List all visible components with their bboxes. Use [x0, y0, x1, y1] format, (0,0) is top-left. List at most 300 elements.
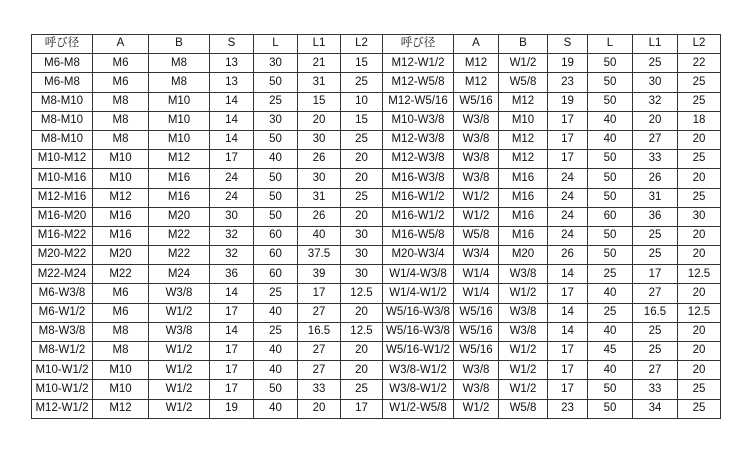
- table-cell: W5/16: [454, 92, 499, 111]
- table-cell: W1/2: [499, 342, 548, 361]
- table-cell: 17: [548, 380, 588, 399]
- table-cell: M8-M10: [32, 92, 93, 111]
- table-cell: M10-W1/2: [32, 361, 93, 380]
- table-cell: 30: [210, 207, 254, 226]
- table-cell: W1/2: [149, 342, 210, 361]
- table-cell: W3/8: [454, 130, 499, 149]
- table-cell: 25: [633, 226, 678, 245]
- table-cell: M16: [93, 207, 149, 226]
- table-cell: 16.5: [298, 322, 341, 341]
- table-cell: 22: [678, 54, 721, 73]
- table-cell: 39: [298, 265, 341, 284]
- table-cell: W3/8: [454, 150, 499, 169]
- table-cell: 25: [633, 54, 678, 73]
- table-cell: 30: [678, 207, 721, 226]
- table-cell: M6: [93, 284, 149, 303]
- table-cell: W1/4-W1/2: [383, 284, 454, 303]
- table-row: [32, 54, 721, 73]
- table-cell: 20: [341, 361, 383, 380]
- table-cell: 25: [588, 303, 633, 322]
- table-cell: W1/4: [454, 284, 499, 303]
- table-cell: M10: [499, 111, 548, 130]
- table-cell: W3/8: [499, 265, 548, 284]
- table-cell: M16: [149, 169, 210, 188]
- table-cell: M24: [149, 265, 210, 284]
- table-cell: 17: [210, 150, 254, 169]
- table-cell: 25: [341, 380, 383, 399]
- table-cell: M8-W3/8: [32, 322, 93, 341]
- table-cell: 40: [588, 130, 633, 149]
- table-cell: 27: [298, 342, 341, 361]
- table-cell: 50: [588, 169, 633, 188]
- table-cell: M12-W3/8: [383, 150, 454, 169]
- table-row: [32, 130, 721, 149]
- table-cell: 17: [210, 361, 254, 380]
- table-cell: 50: [254, 380, 298, 399]
- table-row: [32, 207, 721, 226]
- table-cell: 20: [678, 322, 721, 341]
- table-cell: 17: [633, 265, 678, 284]
- table-row: [32, 361, 721, 380]
- table-cell: M20: [93, 246, 149, 265]
- table-cell: M12: [454, 73, 499, 92]
- table-cell: 40: [588, 284, 633, 303]
- table-cell: W1/2: [499, 361, 548, 380]
- table-cell: M16: [499, 188, 548, 207]
- table-cell: 50: [588, 73, 633, 92]
- table-cell: M12: [499, 92, 548, 111]
- table-cell: M6: [93, 73, 149, 92]
- column-header: B: [499, 35, 548, 54]
- table-cell: 26: [298, 207, 341, 226]
- table-cell: M16-W1/2: [383, 207, 454, 226]
- table-cell: 36: [210, 265, 254, 284]
- table-cell: M12-W5/8: [383, 73, 454, 92]
- table-cell: W1/2: [149, 361, 210, 380]
- table-cell: 14: [548, 322, 588, 341]
- table-cell: W3/8: [149, 322, 210, 341]
- table-cell: 30: [254, 54, 298, 73]
- table-cell: 24: [548, 207, 588, 226]
- table-cell: 31: [298, 73, 341, 92]
- table-row: [32, 150, 721, 169]
- column-header: A: [93, 35, 149, 54]
- table-cell: 18: [678, 111, 721, 130]
- table-cell: 50: [254, 169, 298, 188]
- table-cell: M12: [499, 150, 548, 169]
- table-row: [32, 380, 721, 399]
- table-cell: 20: [341, 169, 383, 188]
- table-cell: 17: [298, 284, 341, 303]
- table-header-row: [32, 35, 721, 54]
- table-cell: 25: [633, 342, 678, 361]
- table-cell: 15: [298, 92, 341, 111]
- table-cell: W3/8: [454, 169, 499, 188]
- table-cell: 14: [210, 111, 254, 130]
- table-cell: M22: [149, 226, 210, 245]
- table-cell: 20: [678, 226, 721, 245]
- table-cell: 12.5: [678, 265, 721, 284]
- table-cell: M12: [93, 188, 149, 207]
- table-cell: 50: [588, 399, 633, 418]
- table-cell: 30: [298, 169, 341, 188]
- table-cell: W5/8: [499, 399, 548, 418]
- table-cell: 40: [254, 342, 298, 361]
- table-cell: 40: [254, 150, 298, 169]
- table-cell: 20: [298, 111, 341, 130]
- table-cell: 20: [678, 246, 721, 265]
- table-cell: M12-W3/8: [383, 130, 454, 149]
- table-cell: 25: [678, 188, 721, 207]
- table-cell: M16-W1/2: [383, 188, 454, 207]
- table-cell: W3/8: [149, 284, 210, 303]
- table-cell: 31: [633, 188, 678, 207]
- table-cell: 17: [548, 284, 588, 303]
- table-cell: M6: [93, 54, 149, 73]
- table-cell: 60: [254, 246, 298, 265]
- table-cell: M10: [93, 361, 149, 380]
- table-row: [32, 265, 721, 284]
- table-row: [32, 284, 721, 303]
- table-cell: 60: [588, 207, 633, 226]
- table-cell: W1/4: [454, 265, 499, 284]
- table-cell: 27: [633, 284, 678, 303]
- table-cell: 50: [588, 246, 633, 265]
- table-cell: W5/16-W3/8: [383, 322, 454, 341]
- table-cell: 12.5: [341, 322, 383, 341]
- table-row: [32, 169, 721, 188]
- table-cell: M10: [149, 130, 210, 149]
- table-cell: W1/2: [149, 380, 210, 399]
- table-cell: 50: [588, 226, 633, 245]
- table-cell: 14: [210, 284, 254, 303]
- table-cell: M20-W3/4: [383, 246, 454, 265]
- table-cell: M16-M22: [32, 226, 93, 245]
- table-cell: 27: [633, 361, 678, 380]
- table-cell: M10: [93, 169, 149, 188]
- table-cell: 34: [633, 399, 678, 418]
- table-cell: 13: [210, 54, 254, 73]
- table-cell: W5/8: [499, 73, 548, 92]
- table-row: [32, 73, 721, 92]
- table-cell: 25: [678, 92, 721, 111]
- table-row: [32, 303, 721, 322]
- table-cell: 15: [341, 54, 383, 73]
- table-cell: 36: [633, 207, 678, 226]
- table-cell: 23: [548, 73, 588, 92]
- table-cell: M10: [93, 380, 149, 399]
- table-cell: 27: [298, 361, 341, 380]
- table-cell: M12-W1/2: [383, 54, 454, 73]
- table-cell: 32: [210, 246, 254, 265]
- column-header: 呼び径: [32, 35, 93, 54]
- table-cell: M12: [454, 54, 499, 73]
- column-header: L: [588, 35, 633, 54]
- table-cell: M8-W1/2: [32, 342, 93, 361]
- table-cell: M12: [499, 130, 548, 149]
- table-cell: 25: [633, 246, 678, 265]
- table-cell: 14: [548, 303, 588, 322]
- table-cell: M6-W3/8: [32, 284, 93, 303]
- table-cell: 40: [254, 399, 298, 418]
- table-cell: 25: [254, 284, 298, 303]
- table-cell: M6-M8: [32, 73, 93, 92]
- dimension-table: [31, 34, 721, 419]
- table-cell: 27: [298, 303, 341, 322]
- table-cell: W3/4: [454, 246, 499, 265]
- table-cell: 45: [588, 342, 633, 361]
- table-cell: 17: [548, 150, 588, 169]
- table-body: [32, 54, 721, 419]
- table-cell: M20-M22: [32, 246, 93, 265]
- table-cell: M16-M20: [32, 207, 93, 226]
- table-cell: 50: [254, 207, 298, 226]
- table-cell: 27: [633, 130, 678, 149]
- table-cell: 25: [254, 322, 298, 341]
- table-cell: 30: [341, 265, 383, 284]
- table-cell: M8: [93, 111, 149, 130]
- table-cell: W1/2: [499, 380, 548, 399]
- table-cell: M22: [93, 265, 149, 284]
- table-cell: 19: [548, 54, 588, 73]
- table-cell: 50: [588, 188, 633, 207]
- table-row: [32, 111, 721, 130]
- table-cell: M6-M8: [32, 54, 93, 73]
- table-cell: 40: [298, 226, 341, 245]
- table-cell: 32: [633, 92, 678, 111]
- table-cell: 25: [254, 92, 298, 111]
- table-cell: 19: [210, 399, 254, 418]
- table-cell: 25: [678, 73, 721, 92]
- table-cell: 25: [341, 73, 383, 92]
- column-header: B: [149, 35, 210, 54]
- table-cell: W1/2: [499, 284, 548, 303]
- column-header: A: [454, 35, 499, 54]
- table-cell: 20: [298, 399, 341, 418]
- table-cell: W1/4-W3/8: [383, 265, 454, 284]
- table-cell: 25: [341, 188, 383, 207]
- table-row: [32, 246, 721, 265]
- column-header: L1: [633, 35, 678, 54]
- table-cell: M8: [93, 342, 149, 361]
- table-cell: M12-W5/16: [383, 92, 454, 111]
- table-cell: 32: [210, 226, 254, 245]
- table-cell: M10-M12: [32, 150, 93, 169]
- table-cell: 25: [633, 322, 678, 341]
- table-cell: 10: [341, 92, 383, 111]
- table-cell: 30: [341, 246, 383, 265]
- table-cell: 30: [633, 73, 678, 92]
- table-cell: W1/2: [454, 207, 499, 226]
- table-cell: W3/8: [499, 303, 548, 322]
- table-cell: M16: [149, 188, 210, 207]
- table-cell: W5/16: [454, 303, 499, 322]
- table-cell: W1/2: [149, 303, 210, 322]
- table-cell: M16: [93, 226, 149, 245]
- table-cell: 15: [341, 111, 383, 130]
- table-cell: W3/8-W1/2: [383, 380, 454, 399]
- table-cell: W3/8: [454, 361, 499, 380]
- table-cell: W5/16-W3/8: [383, 303, 454, 322]
- table-cell: M16-W3/8: [383, 169, 454, 188]
- table-cell: 17: [548, 111, 588, 130]
- table-cell: 26: [633, 169, 678, 188]
- table-cell: M10: [93, 150, 149, 169]
- table-cell: W5/16: [454, 342, 499, 361]
- table-cell: M12-M16: [32, 188, 93, 207]
- table-cell: 25: [588, 265, 633, 284]
- table-cell: 31: [298, 188, 341, 207]
- table-cell: 20: [341, 207, 383, 226]
- table-cell: 40: [254, 361, 298, 380]
- table-cell: M8: [93, 130, 149, 149]
- table-cell: 40: [588, 361, 633, 380]
- table-cell: 19: [548, 92, 588, 111]
- table-cell: 40: [254, 303, 298, 322]
- column-header: S: [210, 35, 254, 54]
- table-cell: 25: [678, 150, 721, 169]
- table-cell: W3/8-W1/2: [383, 361, 454, 380]
- table-cell: M10: [149, 111, 210, 130]
- table-cell: M10-M16: [32, 169, 93, 188]
- table-cell: 26: [298, 150, 341, 169]
- table-row: [32, 322, 721, 341]
- table-cell: 50: [588, 150, 633, 169]
- table-cell: W1/2-W5/8: [383, 399, 454, 418]
- table-cell: M8: [93, 322, 149, 341]
- table-cell: W3/8: [499, 322, 548, 341]
- column-header: L2: [678, 35, 721, 54]
- table-cell: 23: [548, 399, 588, 418]
- table-cell: 13: [210, 73, 254, 92]
- table-cell: 20: [678, 361, 721, 380]
- table-cell: 20: [341, 342, 383, 361]
- table-cell: 17: [548, 361, 588, 380]
- table-cell: M8: [149, 54, 210, 73]
- table-cell: 17: [210, 342, 254, 361]
- table-cell: 17: [341, 399, 383, 418]
- table-cell: 25: [341, 130, 383, 149]
- table-row: [32, 92, 721, 111]
- table-cell: 20: [678, 342, 721, 361]
- table-cell: M12: [93, 399, 149, 418]
- table-cell: M16: [499, 169, 548, 188]
- column-header: 呼び径: [383, 35, 454, 54]
- table-cell: 20: [678, 130, 721, 149]
- table-cell: M22: [149, 246, 210, 265]
- table-cell: M12: [149, 150, 210, 169]
- table-cell: 60: [254, 226, 298, 245]
- table-cell: M12-W1/2: [32, 399, 93, 418]
- table-cell: M16: [499, 207, 548, 226]
- table-cell: 20: [678, 284, 721, 303]
- table-cell: 50: [254, 73, 298, 92]
- table-cell: W5/16: [454, 322, 499, 341]
- table-cell: M10: [149, 92, 210, 111]
- table-row: [32, 399, 721, 418]
- table-row: [32, 342, 721, 361]
- table-cell: 33: [298, 380, 341, 399]
- table-cell: 33: [633, 380, 678, 399]
- table-cell: 50: [588, 54, 633, 73]
- table-cell: 50: [588, 92, 633, 111]
- table-cell: 24: [548, 169, 588, 188]
- table-cell: M6: [93, 303, 149, 322]
- table-cell: 14: [210, 130, 254, 149]
- table-cell: M10-W1/2: [32, 380, 93, 399]
- table-cell: W1/2: [454, 188, 499, 207]
- table-cell: W5/16-W1/2: [383, 342, 454, 361]
- table-cell: 17: [210, 303, 254, 322]
- table-cell: W1/2: [454, 399, 499, 418]
- table-cell: W3/8: [454, 111, 499, 130]
- table-cell: M10-W3/8: [383, 111, 454, 130]
- table-cell: 30: [254, 111, 298, 130]
- table-cell: W1/2: [499, 54, 548, 73]
- table-cell: 30: [298, 130, 341, 149]
- table-cell: 17: [548, 342, 588, 361]
- table-cell: M20: [149, 207, 210, 226]
- table-cell: 12.5: [678, 303, 721, 322]
- table-cell: M16: [499, 226, 548, 245]
- table-cell: 37.5: [298, 246, 341, 265]
- table-cell: 12.5: [341, 284, 383, 303]
- table-cell: 20: [341, 303, 383, 322]
- table-cell: M8-M10: [32, 111, 93, 130]
- table-cell: 40: [588, 322, 633, 341]
- column-header: L2: [341, 35, 383, 54]
- table-cell: 50: [254, 188, 298, 207]
- table-cell: M8: [93, 92, 149, 111]
- table-cell: M8: [149, 73, 210, 92]
- column-header: S: [548, 35, 588, 54]
- table-cell: 26: [548, 246, 588, 265]
- table-cell: 30: [341, 226, 383, 245]
- table-cell: 21: [298, 54, 341, 73]
- table-cell: M6-W1/2: [32, 303, 93, 322]
- table-row: [32, 226, 721, 245]
- table-cell: 33: [633, 150, 678, 169]
- table-cell: 24: [210, 188, 254, 207]
- table-cell: M22-M24: [32, 265, 93, 284]
- table-cell: 24: [548, 226, 588, 245]
- table-cell: M16-W5/8: [383, 226, 454, 245]
- table-cell: 25: [678, 380, 721, 399]
- table-cell: 14: [548, 265, 588, 284]
- table-cell: M8-M10: [32, 130, 93, 149]
- table-cell: 50: [254, 130, 298, 149]
- table-cell: 60: [254, 265, 298, 284]
- table-cell: 14: [210, 322, 254, 341]
- table-cell: W5/8: [454, 226, 499, 245]
- table-cell: 17: [210, 380, 254, 399]
- column-header: L1: [298, 35, 341, 54]
- table-cell: 24: [548, 188, 588, 207]
- table-cell: 20: [341, 150, 383, 169]
- table-cell: 17: [548, 130, 588, 149]
- table-cell: 25: [678, 399, 721, 418]
- table-cell: W1/2: [149, 399, 210, 418]
- table-cell: 24: [210, 169, 254, 188]
- table-cell: 50: [588, 380, 633, 399]
- table-cell: W3/8: [454, 380, 499, 399]
- table-cell: 16.5: [633, 303, 678, 322]
- table-cell: M20: [499, 246, 548, 265]
- table-cell: 20: [633, 111, 678, 130]
- spec-sheet: [31, 34, 721, 419]
- table-cell: 14: [210, 92, 254, 111]
- table-row: [32, 188, 721, 207]
